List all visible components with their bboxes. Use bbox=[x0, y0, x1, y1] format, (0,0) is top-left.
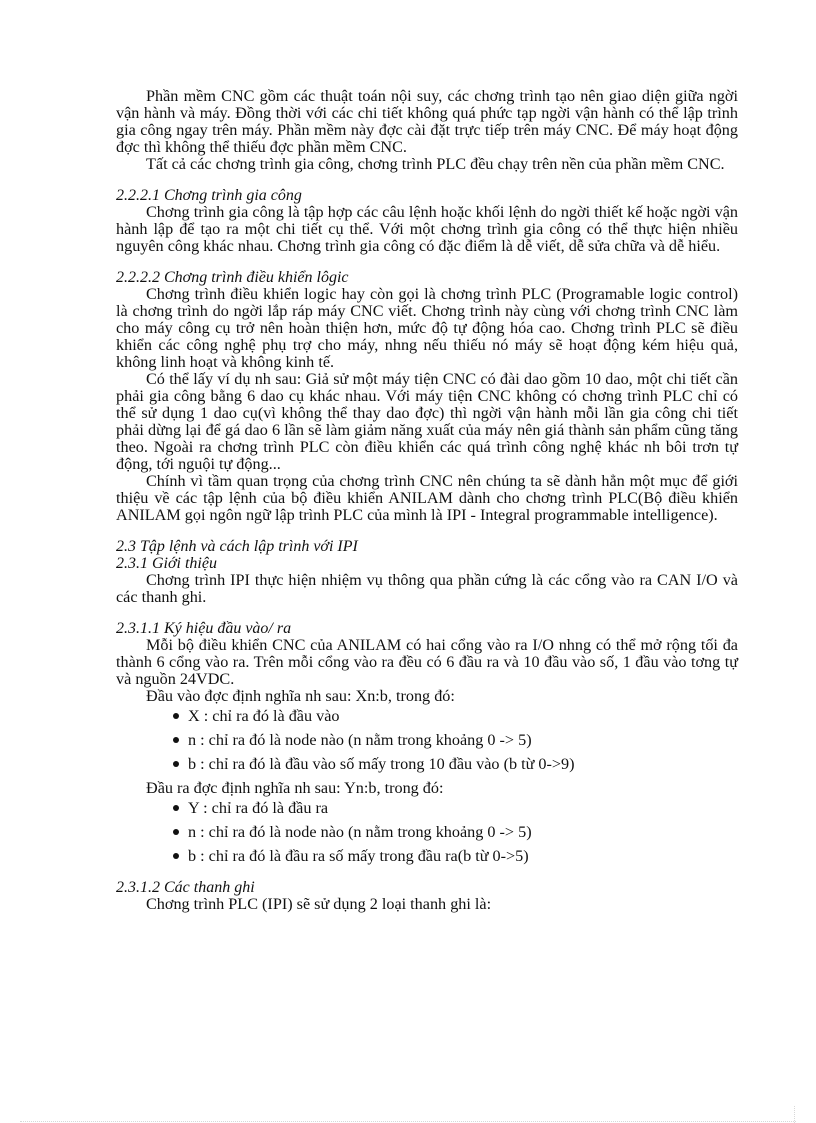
bullet-icon bbox=[173, 829, 179, 835]
paragraph-plc-program: Chơng trình điều khiển logic hay còn gọi là chơng trình PLC (Programable logic control) là chơng trình do ngời lắp ráp máy CNC viết. Chơng trình này cùng với chơng trình CNC làm cho máy công cụ trở nên hoàn thiện hơn, mức độ tự động hóa cao. Chơng trình PLC sẽ điều khiển các công nghệ phụ trợ cho máy, nhng nếu thiếu nó máy sẽ hoạt động kém hiệu quả, không linh hoạt và không kinh tế. bbox=[116, 285, 738, 371]
heading-2222: 2.2.2.2 Chơng trình điều khiển lôgic bbox=[116, 269, 349, 286]
bullet-icon bbox=[173, 713, 179, 719]
list-item: X : chỉ ra đó là đầu vào bbox=[172, 708, 738, 725]
paragraph-cnc-software: Phần mềm CNC gồm các thuật toán nội suy, các chơng trình tạo nên giao diện giữa ngời vận hành và máy. Đồng thời với các chi tiết không quá phức tạp ngời vận hành có thể lập trình gia công ngay trên máy. Phần mềm này đợc cài đặt trực tiếp trên máy CNC. Để máy hoạt động đợc thì không thể thiếu đợc phần mềm CNC. bbox=[116, 87, 738, 156]
bullet-icon bbox=[173, 761, 179, 767]
document-page bbox=[116, 88, 738, 913]
heading-2312: 2.3.1.2 Các thanh ghi bbox=[116, 879, 255, 896]
paragraph-programs-run-on-cnc: Tất cả các chơng trình gia công, chơng trình PLC đều chạy trên nền của phần mềm CNC. bbox=[146, 155, 725, 173]
bullet-icon bbox=[173, 737, 179, 743]
paragraph-machining-program: Chơng trình gia công là tập hợp các câu lệnh hoặc khối lệnh do ngời thiết kế hoặc ngời vận hành lập để tạo ra một chi tiết cụ thể. Với một chơng trình gia công có thể thực hiện nhiều nguyên công khác nhau. Chơng trình gia công có đặc điểm là dễ viết, dễ sửa chữa và dễ hiểu. bbox=[116, 203, 738, 255]
heading-231: 2.3.1 Giới thiệu bbox=[116, 555, 217, 572]
list-item: n : chỉ ra đó là node nào (n nằm trong khoảng 0 -> 5) bbox=[172, 824, 738, 841]
paragraph-lathe-example: Có thể lấy ví dụ nh sau: Giả sử một máy tiện CNC có đài dao gồm 10 dao, một chi tiết cần phải gia công bằng 6 dao cụ khác nhau. Với máy tiện CNC không có chơng trình PLC chỉ có thể sử dụng 1 dao cụ(vì không thể thay dao đợc) thì ngời vận hành mỗi lần gia công chi tiết phải dừng lại để gá dao 6 lần sẽ làm giảm năng xuất của máy nên giá thành sản phẩm cũng tăng theo. Ngoài ra chơng trình PLC còn điều khiển các quá trình công nghệ khác nh bôi trơn tự động, tới nguội tự động... bbox=[116, 370, 738, 473]
paragraph-importance: Chính vì tầm quan trọng của chơng trình CNC nên chúng ta sẽ dành hẳn một mục để giới thiệu về các tập lệnh của bộ điều khiển ANILAM dành cho chơng trình PLC(Bộ điều khiển ANILAM gọi ngôn ngữ lập trình PLC của mình là IPI - Integral programmable intelligence). bbox=[116, 472, 738, 524]
paragraph-io-ports: Mỗi bộ điều khiển CNC của ANILAM có hai cổng vào ra I/O nhng có thể mở rộng tối đa thành 6 cổng vào ra. Trên mỗi cổng vào ra đều có 6 đầu ra và 10 đầu vào số, 1 đầu vào tơng tự và nguồn 24VDC. bbox=[116, 636, 738, 688]
list-item: b : chỉ ra đó là đầu vào số mấy trong 10 đầu vào (b từ 0->9) bbox=[172, 756, 738, 773]
list-item: n : chỉ ra đó là node nào (n nằm trong khoảng 0 -> 5) bbox=[172, 732, 738, 749]
heading-2311: 2.3.1.1 Ký hiệu đầu vào/ ra bbox=[116, 620, 292, 637]
bullet-icon bbox=[173, 853, 179, 859]
paragraph-input-definition: Đầu vào đợc định nghĩa nh sau: Xn:b, trong đó: bbox=[146, 687, 455, 705]
page-corner-mark bbox=[794, 1106, 795, 1123]
list-item: Y : chỉ ra đó là đầu ra bbox=[172, 800, 738, 817]
input-bullet-list bbox=[116, 708, 738, 773]
paragraph-registers: Chơng trình PLC (IPI) sẽ sử dụng 2 loại thanh ghi là: bbox=[146, 895, 492, 913]
paragraph-ipi-intro: Chơng trình IPI thực hiện nhiệm vụ thông qua phần cứng là các cổng vào ra CAN I/O và các thanh ghi. bbox=[116, 571, 738, 606]
list-item: b : chỉ ra đó là đầu ra số mấy trong đầu ra(b từ 0->5) bbox=[172, 848, 738, 865]
output-bullet-list bbox=[116, 800, 738, 865]
heading-2221: 2.2.2.1 Chơng trình gia công bbox=[116, 187, 302, 204]
paragraph-output-definition: Đầu ra đợc định nghĩa nh sau: Yn:b, trong đó: bbox=[146, 779, 444, 797]
heading-23: 2.3 Tập lệnh và cách lập trình với IPI bbox=[116, 538, 358, 555]
bullet-icon bbox=[173, 805, 179, 811]
page-bottom-border bbox=[20, 1121, 796, 1122]
